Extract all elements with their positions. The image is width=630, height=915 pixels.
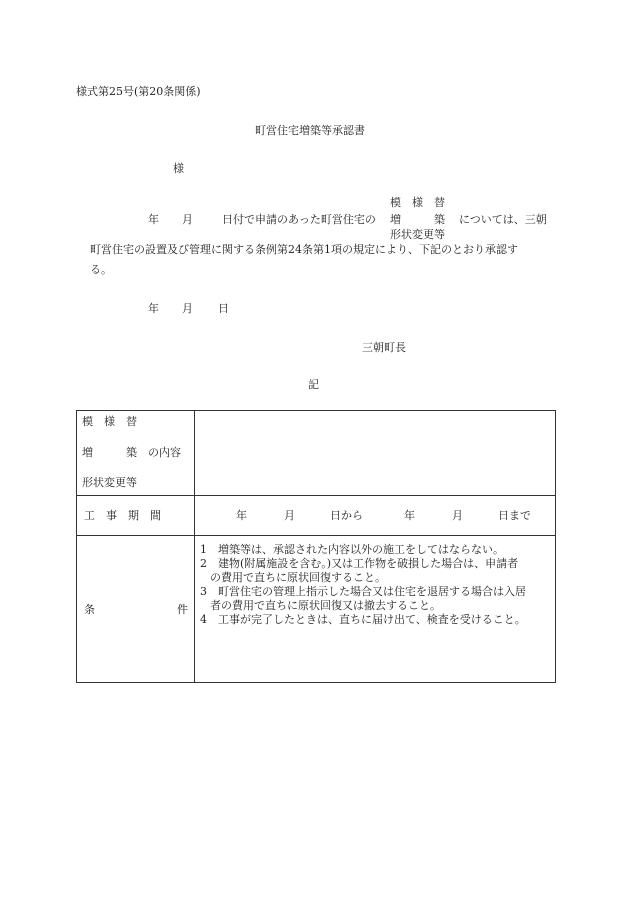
condition-item: の費用で直ちに原状回復すること。 xyxy=(210,571,386,584)
condition-item: 1 増築等は、承認された内容以外の施工をしてはならない。 xyxy=(200,543,504,556)
table-row-divider xyxy=(76,495,556,496)
date-month: 月 xyxy=(182,302,193,315)
body-month: 月 xyxy=(182,213,193,226)
period-day-from: 日から xyxy=(330,509,363,522)
body-line3: る。 xyxy=(90,263,112,276)
period-day-until: 日まで xyxy=(498,509,531,522)
body-line2: 町営住宅の設置及び管理に関する条例第24条第1項の規定により、下記のとおり承認す xyxy=(90,243,518,256)
date-year: 年 xyxy=(148,302,159,315)
table-column-divider xyxy=(194,410,195,683)
row1-label-top: 模 様 替 xyxy=(82,415,137,428)
row2-label: 工 事 期 間 xyxy=(84,509,161,522)
period-month-end: 月 xyxy=(452,509,463,522)
body-line1-mid: 日付で申請のあった町営住宅の xyxy=(222,213,376,226)
condition-item: 2 建物(附属施設を含む。)又は工作物を破損した場合は、申請者 xyxy=(200,557,519,570)
body-year: 年 xyxy=(148,213,159,226)
row3-label-right: 件 xyxy=(177,603,188,616)
period-month-start: 月 xyxy=(284,509,295,522)
issuer: 三朝町長 xyxy=(362,341,406,354)
body-line1-end: については、三朝 xyxy=(459,213,547,226)
option-bottom: 形状変更等 xyxy=(390,228,445,241)
document-title: 町営住宅増築等承認書 xyxy=(255,124,365,137)
table-row-divider xyxy=(76,535,556,536)
period-year-start: 年 xyxy=(236,509,247,522)
row3-label-left: 条 xyxy=(84,603,95,616)
row1-label-bottom: 形状変更等 xyxy=(82,476,137,489)
condition-item: 3 町営住宅の管理上指示した場合又は住宅を退居する場合は入居 xyxy=(200,585,526,598)
condition-item: 4 工事が完了したときは、直ちに届け出て、検査を受けること。 xyxy=(200,613,526,626)
date-day: 日 xyxy=(218,302,229,315)
condition-item: 者の費用で直ちに原状回復又は撤去すること。 xyxy=(210,599,441,612)
record-heading: 記 xyxy=(308,378,319,391)
option-mid: 増 築 xyxy=(390,213,445,226)
conditions-list xyxy=(200,543,552,627)
option-top: 模 様 替 xyxy=(390,196,445,209)
form-number: 様式第25号(第20条関係) xyxy=(76,85,201,98)
row1-label-mid: 増 築 の内容 xyxy=(82,446,181,459)
period-year-end: 年 xyxy=(404,509,415,522)
addressee-suffix: 様 xyxy=(173,162,184,175)
